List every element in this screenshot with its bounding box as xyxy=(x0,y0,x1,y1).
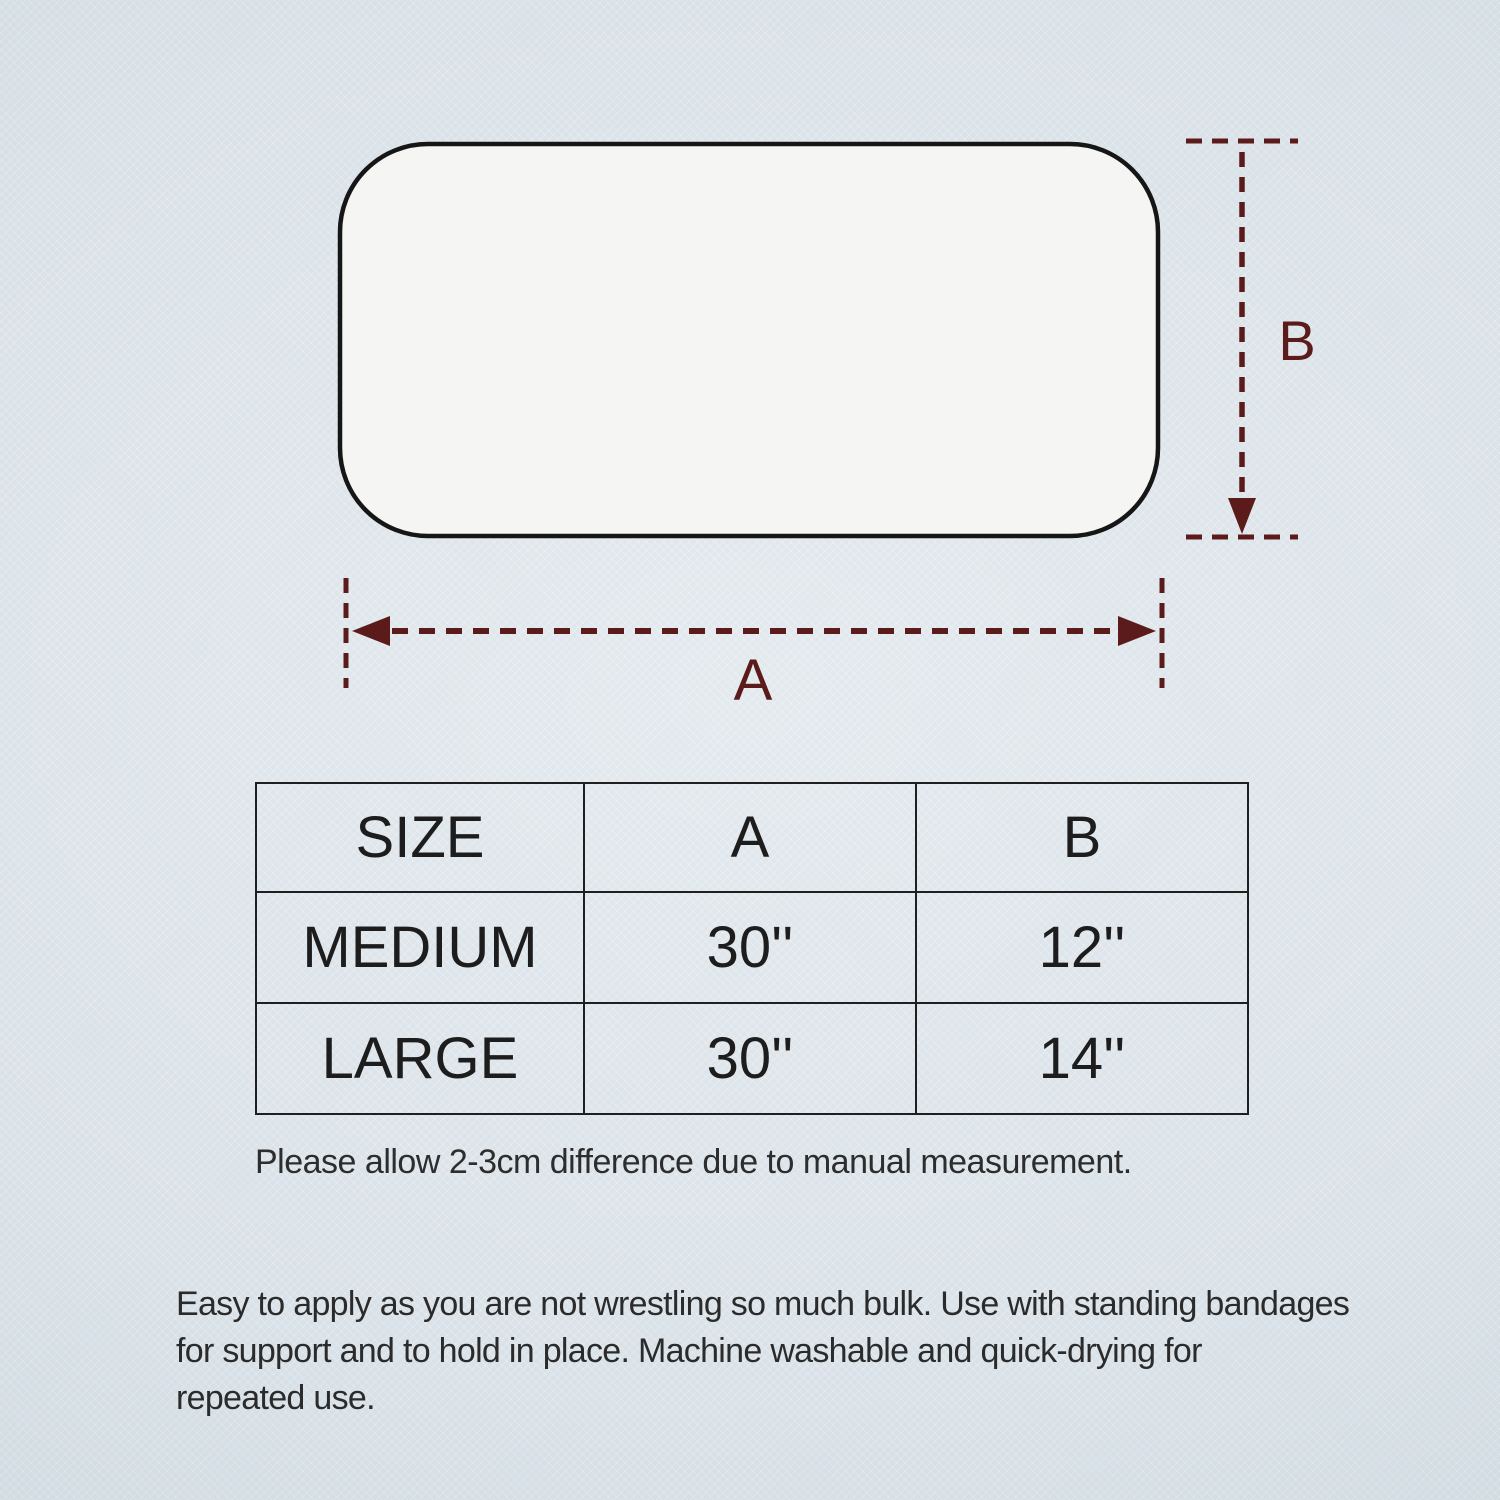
cell-medium-size: MEDIUM xyxy=(256,892,584,1003)
product-description xyxy=(176,1281,1349,1422)
height-dimension-label: B xyxy=(1278,309,1316,372)
height-dimension-arrowhead-down-icon xyxy=(1228,498,1256,534)
cell-large-a: 30'' xyxy=(584,1003,916,1114)
description-line: Easy to apply as you are not wrestling so much bulk. Use with standing bandages xyxy=(176,1285,1350,1323)
width-dimension-arrowhead-right-icon xyxy=(1118,616,1156,646)
cell-medium-b: 12'' xyxy=(916,892,1248,1003)
cell-large-size: LARGE xyxy=(256,1003,584,1114)
column-header-b: B xyxy=(916,783,1248,892)
table-row-medium xyxy=(256,892,1248,1003)
product-outline-shape xyxy=(340,144,1158,536)
size-table-header-row xyxy=(256,783,1248,892)
size-table xyxy=(255,782,1249,1115)
table-row-large xyxy=(256,1003,1248,1114)
description-line: repeated use. xyxy=(176,1379,375,1417)
column-header-a: A xyxy=(584,783,916,892)
cell-large-b: 14'' xyxy=(916,1003,1248,1114)
width-dimension-arrowhead-left-icon xyxy=(352,616,390,646)
description-line: for support and to hold in place. Machine washable and quick-drying for xyxy=(176,1332,1202,1370)
cell-medium-a: 30'' xyxy=(584,892,916,1003)
measurement-note: Please allow 2-3cm difference due to manual measurement. xyxy=(255,1143,1132,1181)
width-dimension-label: A xyxy=(733,648,773,713)
column-header-size: SIZE xyxy=(256,783,584,892)
